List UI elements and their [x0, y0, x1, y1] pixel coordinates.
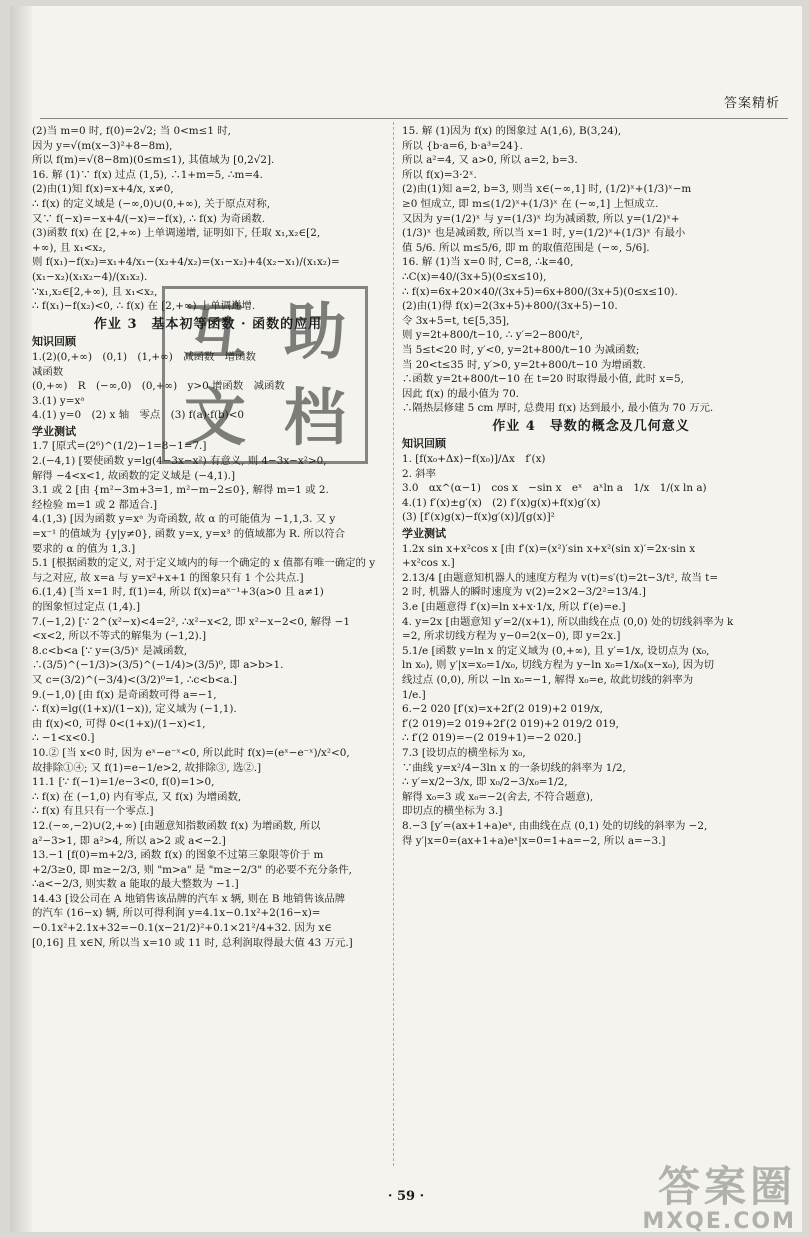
answer-line: 3.(1) y=xᵃ: [32, 394, 85, 407]
header-label: 答案精析: [723, 96, 780, 111]
answer-line: [0,16] 且 x∈N, 所以当 x=10 或 11 时, 总利润取得最大值 43 万元.]: [32, 936, 353, 949]
answer-line: 6.−2 020 [f′(x)=x+2f′(2 019)+2 019/x,: [402, 703, 603, 716]
answer-line: 1.7 [原式=(2⁶)^(1/2)−1=8−1=7.]: [32, 440, 207, 453]
watermark-sub: MXQE.COM: [642, 1209, 796, 1234]
answer-line: 故排除①④; 又 f(1)=e−1/e>2, 故排除③, 选②.]: [32, 761, 262, 774]
answer-line: (2)当 m=0 时, f(0)=2√2; 当 0<m≤1 时,: [32, 125, 231, 137]
section-title: 作业 4 导数的概念及几何意义: [492, 418, 690, 434]
watermark-logo: [642, 1162, 796, 1234]
left-column: [32, 124, 384, 1172]
stamp-char: 助: [283, 295, 346, 368]
answer-line: 因此 f(x) 的最小值为 70.: [402, 387, 519, 400]
answer-line: 减函数: [32, 365, 64, 378]
answer-line: ≥0 恒成立, 即 m≤(1/2)ˣ+(1/3)ˣ 在 (−∞,1] 上恒成立.: [402, 197, 659, 210]
answer-line: ∴函数 y=2t+800/t−10 在 t=20 时取得最小值, 此时 x=5,: [402, 373, 684, 386]
answer-line: 得 y′|x=0=(ax+1+a)eˣ|x=0=1+a=−2, 所以 a=−3.]: [402, 834, 666, 847]
answer-line: (3) [f′(x)g(x)−f(x)g′(x)]/[g(x)]²: [402, 511, 555, 524]
answer-line: ∵x₁,x₂∈[2,+∞), 且 x₁<x₂,: [32, 285, 158, 298]
answer-line: 5.1 [根据函数的定义, 对于定义域内的每一个确定的 x 值都有唯一确定的 y: [32, 557, 376, 570]
answer-line: (x₁−x₂)(x₁x₂−4)/(x₁x₂).: [32, 270, 148, 283]
answer-line: 所以 f(m)=√(8−8m)(0≤m≤1), 其值域为 [0,2√2].: [32, 154, 275, 167]
answer-line: (1/3)ˣ 也是减函数, 所以当 x=1 时, y=(1/2)ˣ+(1/3)ˣ 有最小: [402, 227, 686, 240]
answer-line: ∴a<−2/3, 则实数 a 能取的最大整数为 −1.]: [32, 878, 239, 891]
answer-line: 的汽车 (16−x) 辆, 所以可得利润 y=4.1x−0.1x²+2(16−x)=: [32, 907, 321, 920]
answer-line: 因为 y=√(m(x−3)²+8−8m),: [32, 139, 173, 152]
watermark-main: 答案圈: [657, 1162, 796, 1211]
answer-line: 当 5≤t<20 时, y′<0, y=2t+800/t−10 为减函数;: [402, 343, 640, 356]
answer-line: 16. 解 (1)∵ f(x) 过点 (1,5), ∴1+m=5, ∴m=4.: [32, 168, 263, 181]
answer-line: 13.−1 [f(0)=m+2/3, 函数 f(x) 的图象不过第三象限等价于 m: [32, 849, 324, 862]
answer-line: ∴ f(x) 有且只有一个零点.]: [32, 805, 154, 818]
answer-line: 2 时, 机器人的瞬时速度为 v(2)=2×2−3/2²=13/4.]: [402, 586, 646, 599]
section-title: 作业 3 基本初等函数 · 函数的应用: [93, 316, 323, 332]
answer-line: 要求的 α 的值为 1,3.]: [32, 542, 136, 555]
answer-line: 8.−3 [y′=(ax+1+a)eˣ, 由曲线在点 (0,1) 处的切线的斜率为 −2,: [402, 819, 708, 832]
answer-line: (2)由(1)知 a=2, b=3, 则当 x∈(−∞,1] 时, (1/2)ˣ+(1/3)ˣ−m: [402, 183, 692, 196]
answer-line: 11.1 [∵ f(−1)=1/e−3<0, f(0)=1>0,: [32, 776, 215, 789]
answer-line: 经检验 m=1 或 2 都适合.]: [32, 498, 158, 511]
answer-line: 由 f(x)<0, 可得 0<(1+x)/(1−x)<1,: [32, 717, 206, 730]
answer-line: ∴隔热层修建 5 cm 厚时, 总费用 f(x) 达到最小, 最小值为 70 万元.: [402, 402, 714, 415]
answer-line: 2. 斜率: [402, 467, 436, 480]
answer-line: 7.3 [设切点的横坐标为 x₀,: [402, 746, 526, 759]
binding-gutter: [10, 6, 32, 1232]
answer-line: 则 y=2t+800/t−10, ∴ y′=2−800/t²,: [402, 329, 583, 342]
answer-line: +2/3≥0, 即 m≥−2/3, 则 "m>a" 是 "m≥−2/3" 的必要不充分条件,: [32, 863, 352, 876]
answer-line: f′(2 019)=2 019+2f′(2 019)+2 019/2 019,: [402, 717, 619, 730]
right-column: [402, 124, 780, 1172]
subsection-heading: 学业测试: [32, 424, 76, 438]
answer-line: =2, 所求切线方程为 y−0=2(x−0), 即 y=2x.]: [402, 630, 621, 643]
answer-line: ln x₀), 则 y′|x=x₀=1/x₀, 切线方程为 y−ln x₀=1/x₀(x−x₀), 因为切: [402, 659, 714, 672]
answer-line: 8.c<b<a [∵ y=(3/5)ˣ 是减函数,: [32, 644, 188, 657]
answer-line: 1/e.]: [402, 688, 426, 701]
answer-line: 又因为 y=(1/2)ˣ 与 y=(1/3)ˣ 均为减函数, 所以 y=(1/2)ˣ+: [402, 212, 680, 225]
answer-line: 14.43 [设公司在 A 地销售该品牌的汽车 x 辆, 则在 B 地销售该品牌: [32, 892, 346, 905]
subsection-heading: 知识回顾: [32, 335, 76, 349]
answer-line: ∴ f(x) 的定义域是 (−∞,0)∪(0,+∞), 关于原点对称,: [32, 197, 271, 210]
answer-line: 又∵ f(−x)=−x+4/(−x)=−f(x), ∴ f(x) 为奇函数.: [32, 212, 266, 225]
answer-line: a²−3>1, 即 a²>4, 所以 a>2 或 a<−2.]: [32, 834, 226, 847]
answer-line: =x⁻¹ 的值域为 {y|y≠0}, 函数 y=x, y=x³ 的值域都为 R. 所以符合: [32, 528, 346, 541]
answer-line: 线过点 (0,0), 所以 −ln x₀=−1, 解得 x₀=e, 故此切线的斜率为: [402, 673, 694, 686]
answer-line: ∴ f(x) 在 (−1,0) 内有零点, 又 f(x) 为增函数,: [32, 790, 242, 803]
answer-line: 3.0 αx^(α−1) cos x −sin x eˣ aˣln a 1/x 1/(x ln a): [402, 482, 707, 495]
answer-line: (0,+∞) R (−∞,0) (0,+∞) y>0 增函数 减函数: [32, 380, 285, 393]
answer-line: 1.2x sin x+x²cos x [由 f′(x)=(x²)′sin x+x²(sin x)′=2x·sin x: [402, 542, 696, 555]
answer-line: 3.1 或 2 [由 {m²−3m+3=1, m²−m−2≤0}, 解得 m=1 或 2.: [32, 484, 329, 497]
answer-line: ∵曲线 y=x²/4−3ln x 的一条切线的斜率为 1/2,: [402, 761, 626, 774]
answer-line: 7.(−1,2) [∵ 2^(x²−x)<4=2², ∴x²−x<2, 即 x²−x−2<0, 解得 −1: [32, 615, 350, 628]
answer-line: 1. [f(x₀+Δx)−f(x₀)]/Δx f′(x): [402, 453, 546, 466]
subsection-heading: 学业测试: [402, 527, 446, 541]
answer-line: 解得 x₀=3 或 x₀=−2(舍去, 不符合题意),: [402, 790, 594, 803]
answer-line: 值 5/6. 所以 m≤5/6, 即 m 的取值范围是 (−∞, 5/6].: [402, 241, 650, 254]
answer-line: ∴ −1<x<0.]: [32, 732, 95, 745]
answer-line: +x²cos x.]: [402, 557, 455, 570]
answer-line: ∴ f(x₁)−f(x₂)<0, ∴ f(x) 在 [2,+∞) 上单调递增.: [32, 300, 256, 313]
answer-line: 1.(2)(0,+∞) (0,1) (1,+∞) 减函数 增函数: [32, 350, 256, 363]
stamp-char: 文: [183, 381, 246, 454]
answer-line: 4.(1) f′(x)±g′(x) (2) f′(x)g(x)+f(x)g′(x): [402, 496, 601, 509]
answer-line: <x<2, 所以不等式的解集为 (−1,2).]: [32, 630, 207, 643]
answer-line: 4. y=2x [由题意知 y′=2/(x+1), 所以曲线在点 (0,0) 处的切线斜率为 k: [402, 615, 734, 628]
page-number: · 59 ·: [387, 1189, 425, 1204]
answer-line: 6.(1,4) [当 x=1 时, f(1)=4, 所以 f(x)=aˣ⁻¹+3(a>0 且 a≠1): [32, 586, 324, 599]
answer-line: (2)由(1)得 f(x)=2(3x+5)+800/(3x+5)−10.: [402, 300, 618, 313]
answer-line: 4.(1) y=0 (2) x 轴 零点 (3) f(a)·f(b)<0: [32, 409, 245, 422]
subsection-heading: 知识回顾: [402, 437, 446, 451]
answer-line: 即切点的横坐标为 3.]: [402, 805, 503, 818]
answer-line: 9.(−1,0) [由 f(x) 是奇函数可得 a=−1,: [32, 688, 217, 701]
answer-line: ∴ f(x)=lg((1+x)/(1−x)), 定义域为 (−1,1).: [32, 703, 237, 716]
stamp-char: 档: [283, 381, 346, 454]
answer-line: 10.② [当 x<0 时, 因为 eˣ−e⁻ˣ<0, 所以此时 f(x)=(eˣ−e⁻ˣ)/x²<0,: [32, 746, 350, 759]
answer-line: 又 c=(3/2)^(−3/4)<(3/2)⁰=1, ∴c<b<a.]: [32, 673, 237, 686]
answer-line: 解得 −4<x<1, 故函数的定义域是 (−4,1).]: [32, 469, 236, 482]
answer-line: (3)函数 f(x) 在 [2,+∞) 上单调递增, 证明如下, 任取 x₁,x₂∈[2,: [32, 227, 321, 240]
answer-line: 与之对应, 故 x=a 与 y=x²+x+1 的图象只有 1 个公共点.]: [32, 571, 304, 584]
answer-line: 2.(−4,1) [要使函数 y=lg(4−3x−x²) 有意义, 则 4−3x−x²>0,: [32, 455, 327, 468]
answer-line: 所以 a²=4, 又 a>0, 所以 a=2, b=3.: [402, 154, 578, 167]
answer-line: 所以 f(x)=3·2ˣ.: [402, 168, 477, 181]
answer-line: 3.e [由题意得 f′(x)=ln x+x·1/x, 所以 f′(e)=e.]: [402, 601, 626, 613]
answer-line: 15. 解 (1)因为 f(x) 的图象过 A(1,6), B(3,24),: [402, 125, 622, 137]
answer-line: 的图象恒过定点 (1,4).]: [32, 601, 141, 613]
column-divider: [393, 122, 394, 1166]
answer-line: (2)由(1)知 f(x)=x+4/x, x≠0,: [32, 183, 174, 196]
answer-line: +∞), 且 x₁<x₂,: [32, 241, 106, 254]
page: [10, 6, 802, 1232]
answer-line: ∴ f(x)=6x+20×40/(3x+5)=6x+800/(3x+5)(0≤x≤10).: [402, 285, 678, 298]
answer-line: 4.(1,3) [因为函数 y=xᵃ 为奇函数, 故 α 的可能值为 −1,1,3. 又 y: [32, 513, 336, 526]
answer-line: ∴ y′=x/2−3/x, 即 x₀/2−3/x₀=1/2,: [402, 776, 568, 789]
header-rule: [40, 118, 788, 119]
answer-line: 当 20<t≤35 时, y′>0, y=2t+800/t−10 为增函数.: [402, 358, 646, 371]
answer-line: 12.(−∞,−2)∪(2,+∞) [由题意知指数函数 f(x) 为增函数, 所以: [32, 819, 321, 832]
answer-line: −0.1x²+2.1x+32=−0.1(x−21/2)²+0.1×21²/4+32. 因为 x∈: [32, 922, 332, 935]
answer-line: 16. 解 (1)当 x=0 时, C=8, ∴k=40,: [402, 256, 574, 269]
answer-line: 5.1/e [函数 y=ln x 的定义域为 (0,+∞), 且 y′=1/x, 设切点为 (x₀,: [402, 644, 710, 657]
answer-line: 2.13/4 [由题意知机器人的速度方程为 v(t)=s′(t)=2t−3/t², 故当 t=: [402, 571, 719, 584]
answer-line: 令 3x+5=t, t∈[5,35],: [402, 314, 510, 327]
answer-line: ∴ f′(2 019)=−(2 019+1)=−2 020.]: [402, 732, 582, 745]
answer-line: 所以 {b·a=6, b·a³=24}.: [402, 139, 523, 152]
answer-line: 则 f(x₁)−f(x₂)=x₁+4/x₁−(x₂+4/x₂)=(x₁−x₂)+4(x₂−x₁)/(x₁x₂)=: [32, 256, 340, 269]
stamp-char: 互: [183, 295, 246, 368]
answer-line: ∴C(x)=40/(3x+5)(0≤x≤10),: [402, 270, 547, 283]
answer-line: ∴(3/5)^(−1/3)>(3/5)^(−1/4)>(3/5)⁰, 即 a>b>1.: [32, 659, 284, 672]
